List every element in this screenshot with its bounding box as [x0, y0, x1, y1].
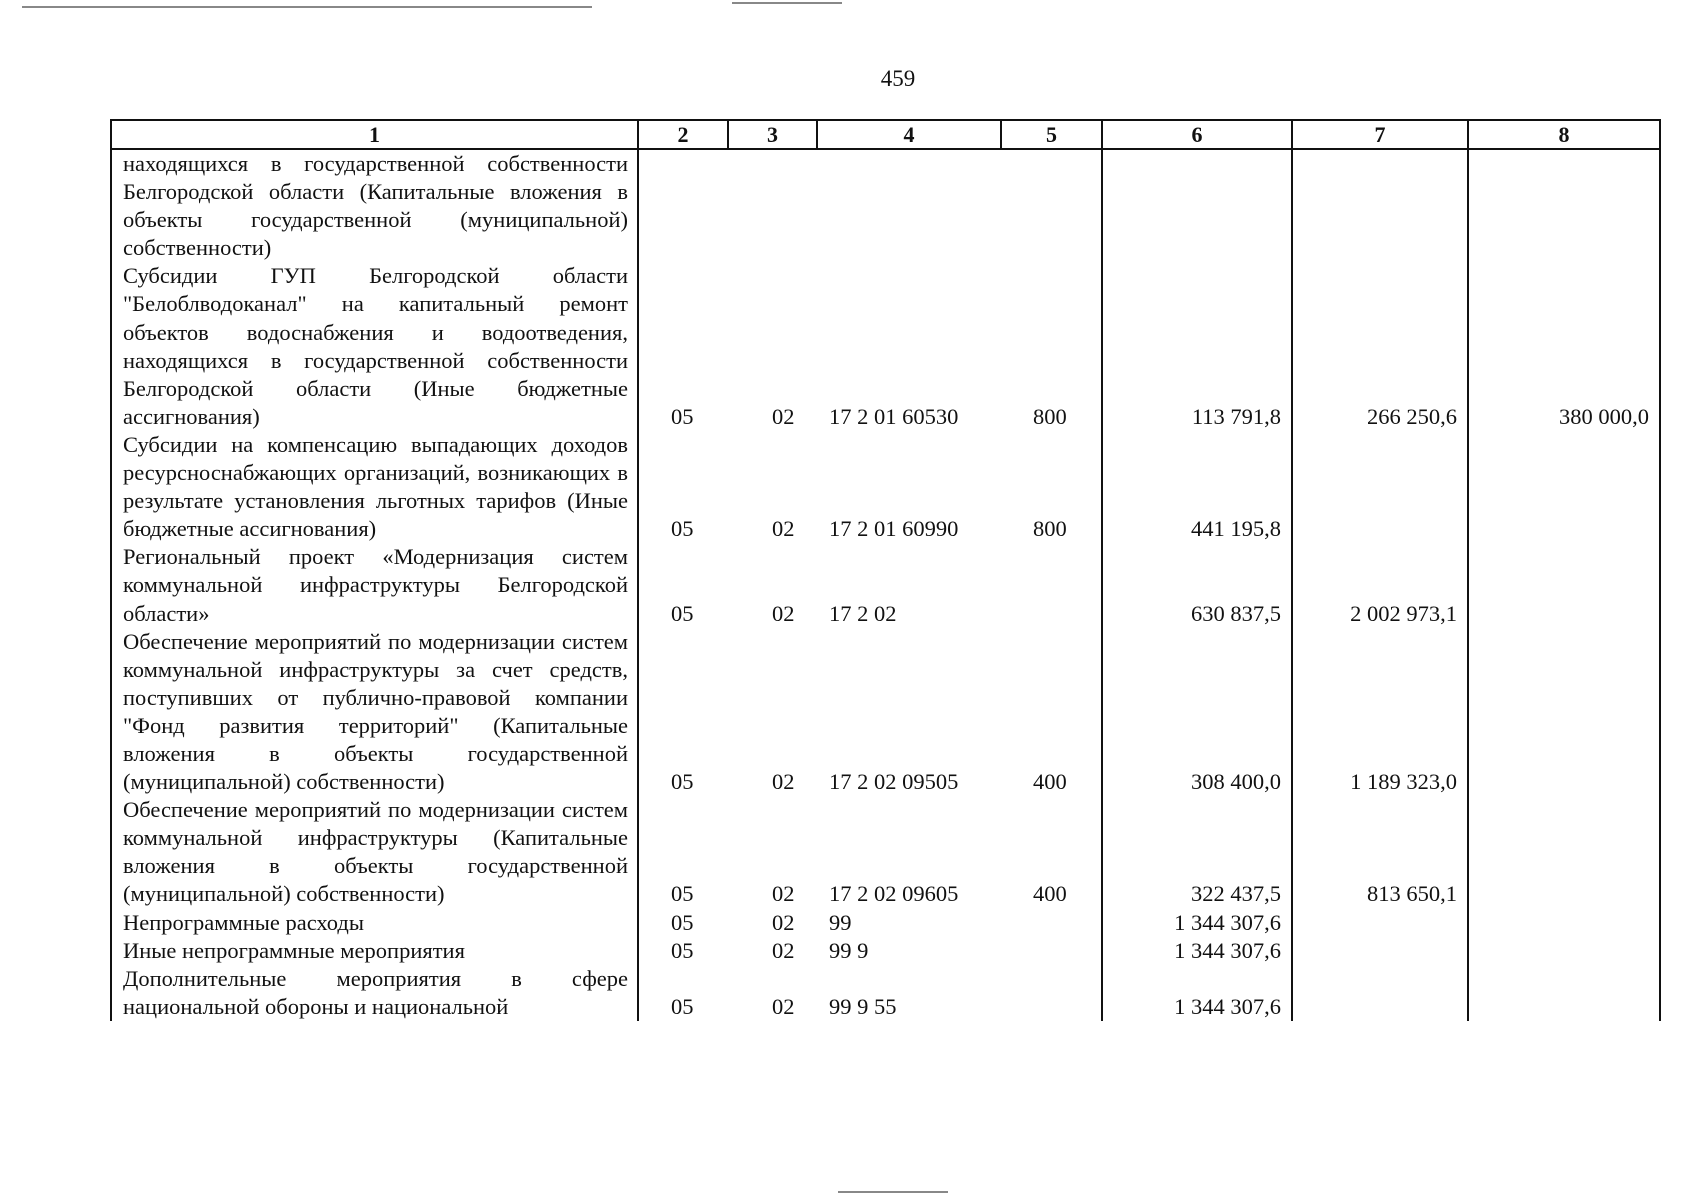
column-header-8: 8 [1468, 120, 1660, 149]
amount-col8-cell [1468, 937, 1660, 965]
section-code-cell: 05 [638, 796, 728, 908]
column-header-1: 1 [111, 120, 638, 149]
target-article-code-cell: 99 9 55 [829, 993, 897, 1019]
table-row [111, 628, 1660, 797]
target-article-code-cell: 17 2 02 [829, 600, 897, 626]
subsection-code-cell: 02 [772, 516, 795, 542]
amount-col8-cell [1468, 965, 1660, 1021]
section-code-cell: 05 [638, 262, 728, 431]
expense-name-cell: Субсидии ГУП Белгородской области "Белоблводоканал" на капитальный ремонт объектов водоснабжения и водоотведения, находящихся в государственной собственности Белгородской области (Иные бюджетные ассигнования) [111, 262, 638, 431]
amount-col6-cell: 630 837,5 [1102, 543, 1292, 627]
amount-col6-cell [1102, 149, 1292, 262]
amount-col6-cell: 1 344 307,6 [1102, 937, 1292, 965]
target-article-code-cell [817, 149, 1001, 262]
scan-artifact-top-left [22, 6, 592, 8]
table-row [111, 909, 1660, 937]
amount-col6-cell: 322 437,5 [1102, 796, 1292, 908]
amount-col7-cell [1292, 965, 1468, 1021]
section-code-cell: 05 [638, 543, 728, 627]
amount-col7-cell [1292, 909, 1468, 937]
expense-type-code-cell [1001, 937, 1102, 965]
expense-type-code-cell: 400 [1001, 628, 1102, 797]
table-row [111, 431, 1660, 543]
amount-col8-cell [1468, 909, 1660, 937]
amount-col6-cell: 113 791,8 [1102, 262, 1292, 431]
expense-type-code-cell [1001, 909, 1102, 937]
page-number: 459 [880, 66, 916, 91]
subsection-code-cell: 02 [772, 600, 795, 626]
expense-name-cell: находящихся в государственной собственности Белгородской области (Капитальные вложения в объекты государственной (муниципальной) собственности) [111, 149, 638, 262]
expense-type-code-cell: 800 [1001, 262, 1102, 431]
subsection-code-cell: 02 [772, 909, 795, 935]
table-row [111, 937, 1660, 965]
expense-name-cell: Региональный проект «Модернизация систем коммунальной инфраструктуры Белгородской области» [111, 543, 638, 627]
column-header-7: 7 [1292, 120, 1468, 149]
amount-col6-cell: 1 344 307,6 [1102, 965, 1292, 1021]
target-article-code-cell: 99 9 [829, 937, 869, 963]
subsection-code-cell: 02 [772, 937, 795, 963]
column-header-2: 2 [638, 120, 728, 149]
target-article-code-cell: 17 2 02 09505 [829, 769, 959, 795]
amount-col7-cell: 2 002 973,1 [1292, 543, 1468, 627]
target-article-code-cell: 17 2 02 09605 [829, 881, 959, 907]
subsection-code-cell: 02 [772, 993, 795, 1019]
target-article-code-cell: 17 2 01 60530 [829, 403, 959, 429]
scan-artifact-top-right [732, 2, 842, 4]
expense-name-cell: Непрограммные расходы [111, 909, 638, 937]
amount-col7-cell [1292, 149, 1468, 262]
target-article-code-cell: 17 2 01 60990 [829, 516, 959, 542]
column-header-3: 3 [728, 120, 817, 149]
table-row [111, 965, 1660, 1021]
expense-name-cell: Субсидии на компенсацию выпадающих доходов ресурсноснабжающих организаций, возникающих в результате установления льготных тарифов (Иные бюджетные ассигнования) [111, 431, 638, 543]
amount-col6-cell: 308 400,0 [1102, 628, 1292, 797]
amount-col8-cell [1468, 628, 1660, 797]
amount-col6-cell: 441 195,8 [1102, 431, 1292, 543]
amount-col8-cell [1468, 149, 1660, 262]
column-header-6: 6 [1102, 120, 1292, 149]
column-header-4: 4 [817, 120, 1001, 149]
expense-type-code-cell [1001, 149, 1102, 262]
amount-col7-cell: 266 250,6 [1292, 262, 1468, 431]
amount-col7-cell: 1 189 323,0 [1292, 628, 1468, 797]
subsection-code-cell: 02 [772, 881, 795, 907]
expense-name-cell: Иные непрограммные мероприятия [111, 937, 638, 965]
expense-name-cell: Обеспечение мероприятий по модернизации систем коммунальной инфраструктуры за счет средств, поступивших от публично-правовой компании "Фонд развития территорий" (Капитальные вложения в объекты государственной (муниципальной) собственности) [111, 628, 638, 797]
amount-col7-cell [1292, 431, 1468, 543]
amount-col7-cell [1292, 937, 1468, 965]
section-code-cell: 05 [638, 937, 728, 965]
budget-table [110, 119, 1661, 1021]
expense-type-code-cell: 400 [1001, 796, 1102, 908]
expense-type-code-cell [1001, 543, 1102, 627]
amount-col8-cell: 380 000,0 [1468, 262, 1660, 431]
section-code-cell [638, 149, 728, 262]
section-code-cell: 05 [638, 628, 728, 797]
amount-col8-cell [1468, 543, 1660, 627]
table-row [111, 262, 1660, 431]
expense-type-code-cell [1001, 965, 1102, 1021]
amount-col6-cell: 1 344 307,6 [1102, 909, 1292, 937]
expense-name-cell: Обеспечение мероприятий по модернизации систем коммунальной инфраструктуры (Капитальные вложения в объекты государственной (муниципальной) собственности) [111, 796, 638, 908]
expense-type-code-cell: 800 [1001, 431, 1102, 543]
scan-artifact-bottom [838, 1191, 948, 1193]
amount-col8-cell [1468, 796, 1660, 908]
table-row [111, 796, 1660, 908]
expense-name-cell: Дополнительные мероприятия в сфере национальной обороны и национальной [111, 965, 638, 1021]
target-article-code-cell: 99 [829, 909, 852, 935]
section-code-cell: 05 [638, 909, 728, 937]
section-code-cell: 05 [638, 965, 728, 1021]
column-number-header-row [111, 120, 1660, 149]
subsection-code-cell [728, 149, 817, 262]
table-row [111, 543, 1660, 627]
section-code-cell: 05 [638, 431, 728, 543]
table-row [111, 149, 1660, 262]
subsection-code-cell: 02 [772, 403, 795, 429]
subsection-code-cell: 02 [772, 769, 795, 795]
column-header-5: 5 [1001, 120, 1102, 149]
amount-col8-cell [1468, 431, 1660, 543]
amount-col7-cell: 813 650,1 [1292, 796, 1468, 908]
